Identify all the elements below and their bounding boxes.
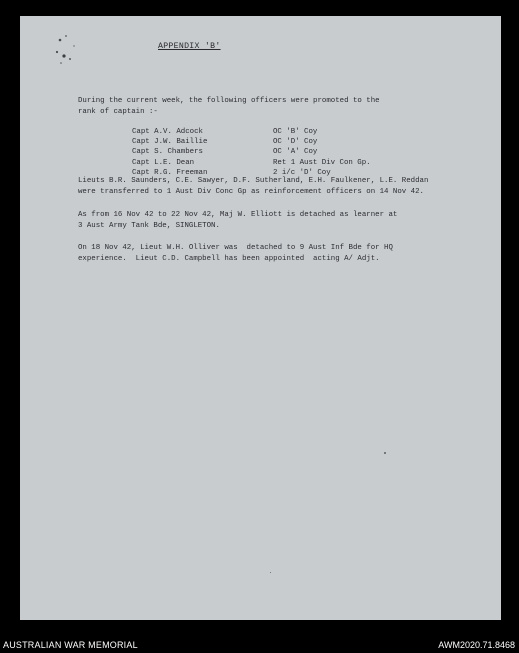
detachment-paragraph: As from 16 Nov 42 to 22 Nov 42, Maj W. Elliott is detached as learner at 3 Aust Army Tank Bde, SINGLETON. xyxy=(78,211,398,230)
officer-appointment: 2 i/c 'D' Coy xyxy=(273,168,331,177)
officer-name: Capt A.V. Adcock xyxy=(132,128,203,136)
paper-speck xyxy=(384,452,386,454)
archive-footer xyxy=(0,620,519,653)
promotion-list xyxy=(132,127,371,178)
document-page xyxy=(20,16,501,620)
officer-name: Capt J.W. Baillie xyxy=(132,138,208,147)
intro-paragraph: During the current week, the following officers were promoted to the rank of captain :- xyxy=(78,97,380,116)
promotion-row xyxy=(132,137,318,147)
paper-speck xyxy=(270,572,271,573)
officer-name: Capt R.G. Freeman xyxy=(132,168,208,177)
appendix-title: APPENDIX 'B' xyxy=(158,42,221,51)
officer-appointment: OC 'B' Coy xyxy=(273,128,318,136)
promotion-row xyxy=(132,158,371,168)
reference-number: AWM2020.71.8468 xyxy=(438,640,515,650)
transfer-paragraph: Lieuts B.R. Saunders, C.E. Sawyer, D.F. Sutherland, E.H. Faulkener, L.E. Reddan were transferred to 1 Aust Div Conc Gp as reinforcement officers on 14 Nov 42. xyxy=(78,177,429,196)
ink-smudge-mark xyxy=(52,30,82,70)
promotion-row xyxy=(132,127,318,137)
officer-appointment: OC 'A' Coy xyxy=(273,148,318,157)
promotion-row xyxy=(132,147,318,157)
officer-appointment: OC 'D' Coy xyxy=(273,138,318,147)
officer-name: Capt L.E. Dean xyxy=(132,158,195,167)
institution-label: AUSTRALIAN WAR MEMORIAL xyxy=(3,640,138,650)
hq-experience-paragraph: On 18 Nov 42, Lieut W.H. Olliver was detached to 9 Aust Inf Bde for HQ experience. Lieut C.D. Campbell has been appointed acting A/ Adjt. xyxy=(78,244,393,263)
officer-name: Capt S. Chambers xyxy=(132,148,203,157)
officer-appointment: Ret 1 Aust Div Con Gp. xyxy=(273,158,371,167)
